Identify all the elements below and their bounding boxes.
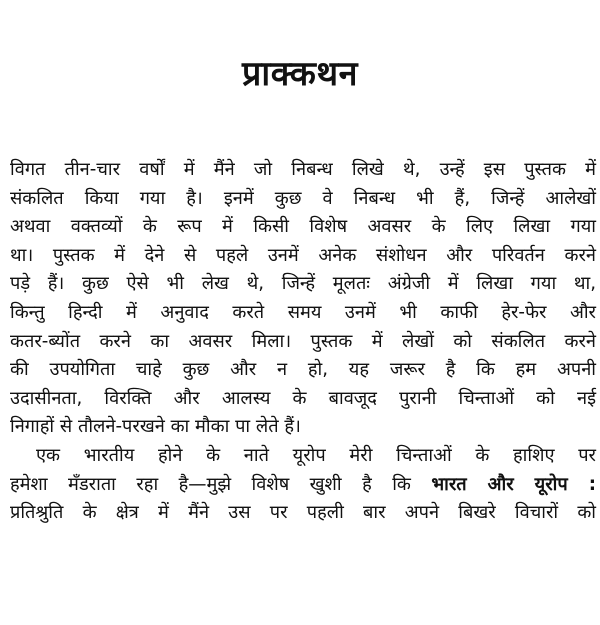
page-title: प्राक्कथन bbox=[242, 54, 358, 94]
text-line: संकलित किया गया है। इनमें कुछ वे निबन्ध भी हैं, जिन्हें आलेखों bbox=[10, 187, 596, 209]
text-line: निगाहों से तौलने-परखने का मौका पा लेते हैं। bbox=[10, 416, 301, 438]
text-line: की उपयोगिता चाहे कुछ और न हो, यह जरूर है कि हम अपनी bbox=[10, 359, 596, 381]
text-line: प्रतिश्रुति के क्षेत्र में मैंने उस पर पहली बार अपने बिखरे विचारों को bbox=[10, 502, 596, 524]
paragraph-2 bbox=[10, 442, 596, 528]
text-line: कतर-ब्योंत करने का अवसर मिला। पुस्तक में लेखों को संकलित करने bbox=[10, 330, 596, 352]
text-segment: हमेशा मँडराता रहा है—मुझे विशेष खुशी है कि bbox=[10, 473, 411, 495]
text-line: था। पुस्तक में देने से पहले उनमें अनेक संशोधन और परिवर्तन करने bbox=[10, 244, 596, 266]
text-line: विगत तीन-चार वर्षों में मैंने जो निबन्ध लिखे थे, उन्हें इस पुस्तक में bbox=[10, 159, 596, 180]
body-text bbox=[10, 156, 596, 528]
text-line: पड़े हैं। कुछ ऐसे भी लेख थे, जिन्हें मूलतः अंग्रेजी में लिखा गया था, bbox=[10, 273, 596, 295]
text-line: अथवा वक्तव्यों के रूप में किसी विशेष अवसर के लिए लिखा गया bbox=[10, 216, 596, 238]
text-line: उदासीनता, विरक्ति और आलस्य के बावजूद पुरानी चिन्ताओं को नई bbox=[10, 387, 596, 409]
text-line: किन्तु हिन्दी में अनुवाद करते समय उनमें भी काफी हेर-फेर और bbox=[10, 301, 596, 323]
text-line-with-bold bbox=[10, 471, 596, 500]
text-line: एक भारतीय होने के नाते यूरोप मेरी चिन्ताओं के हाशिए पर bbox=[36, 444, 596, 466]
bold-book-title: भारत और यूरोप : bbox=[431, 473, 596, 495]
paragraph-1 bbox=[10, 156, 596, 442]
